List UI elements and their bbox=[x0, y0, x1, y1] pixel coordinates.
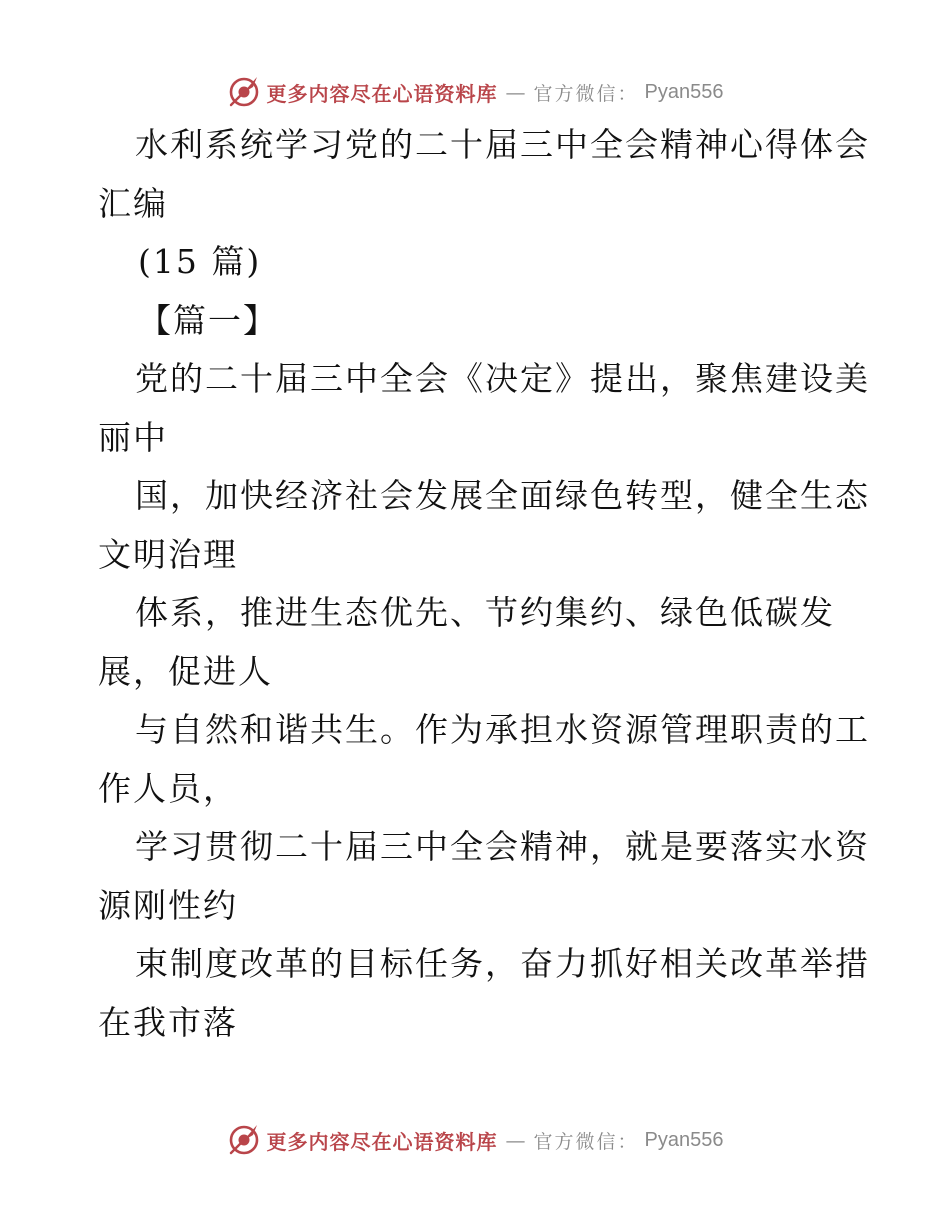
wechat-id: Pyan556 bbox=[644, 80, 724, 103]
paragraph-line: 体系，推进生态优先、节约集约、绿色低碳发 bbox=[135, 593, 835, 632]
wechat-label: 官方微信： bbox=[533, 1130, 639, 1153]
header-banner bbox=[0, 72, 950, 112]
paragraph-line: 国，加快经济社会发展全面绿色转型，健全生态 bbox=[135, 476, 870, 515]
promo-text: 更多内容尽在心语资料库 bbox=[266, 1129, 498, 1154]
paragraph-line: 与自然和谐共生。作为承担水资源管理职责的工 bbox=[135, 710, 870, 749]
paragraph-line: 学习贯彻二十届三中全会精神，就是要落实水资 bbox=[135, 827, 870, 866]
footer-banner bbox=[0, 1120, 950, 1160]
paragraph-line: 丽中 bbox=[98, 417, 168, 457]
promo-text: 更多内容尽在心语资料库 bbox=[266, 81, 498, 106]
paragraph-line: 文明治理 bbox=[98, 534, 238, 574]
paragraph-line: 展，促进人 bbox=[98, 651, 273, 691]
document-body bbox=[98, 116, 868, 1052]
count-line: (15 篇) bbox=[138, 242, 262, 281]
paragraph-line: 源刚性约 bbox=[98, 885, 238, 925]
banner-separator: — bbox=[505, 80, 526, 104]
paragraph-line: 束制度改革的目标任务，奋力抓好相关改革举措 bbox=[135, 944, 870, 983]
quill-pen-circle-logo bbox=[227, 1123, 261, 1157]
wechat-label: 官方微信： bbox=[533, 82, 639, 105]
title-line-1: 水利系统学习党的二十届三中全会精神心得体会 bbox=[135, 125, 870, 164]
wechat-id: Pyan556 bbox=[644, 1128, 724, 1151]
quill-pen-circle-logo bbox=[227, 75, 261, 109]
title-line-2: 汇编 bbox=[98, 183, 168, 223]
banner-separator: — bbox=[505, 1128, 526, 1152]
paragraph-line: 在我市落 bbox=[98, 1002, 238, 1042]
paragraph-line: 党的二十届三中全会《决定》提出，聚焦建设美 bbox=[135, 359, 870, 398]
paragraph-line: 作人员， bbox=[98, 768, 238, 808]
section-heading: 【篇一】 bbox=[138, 300, 278, 340]
